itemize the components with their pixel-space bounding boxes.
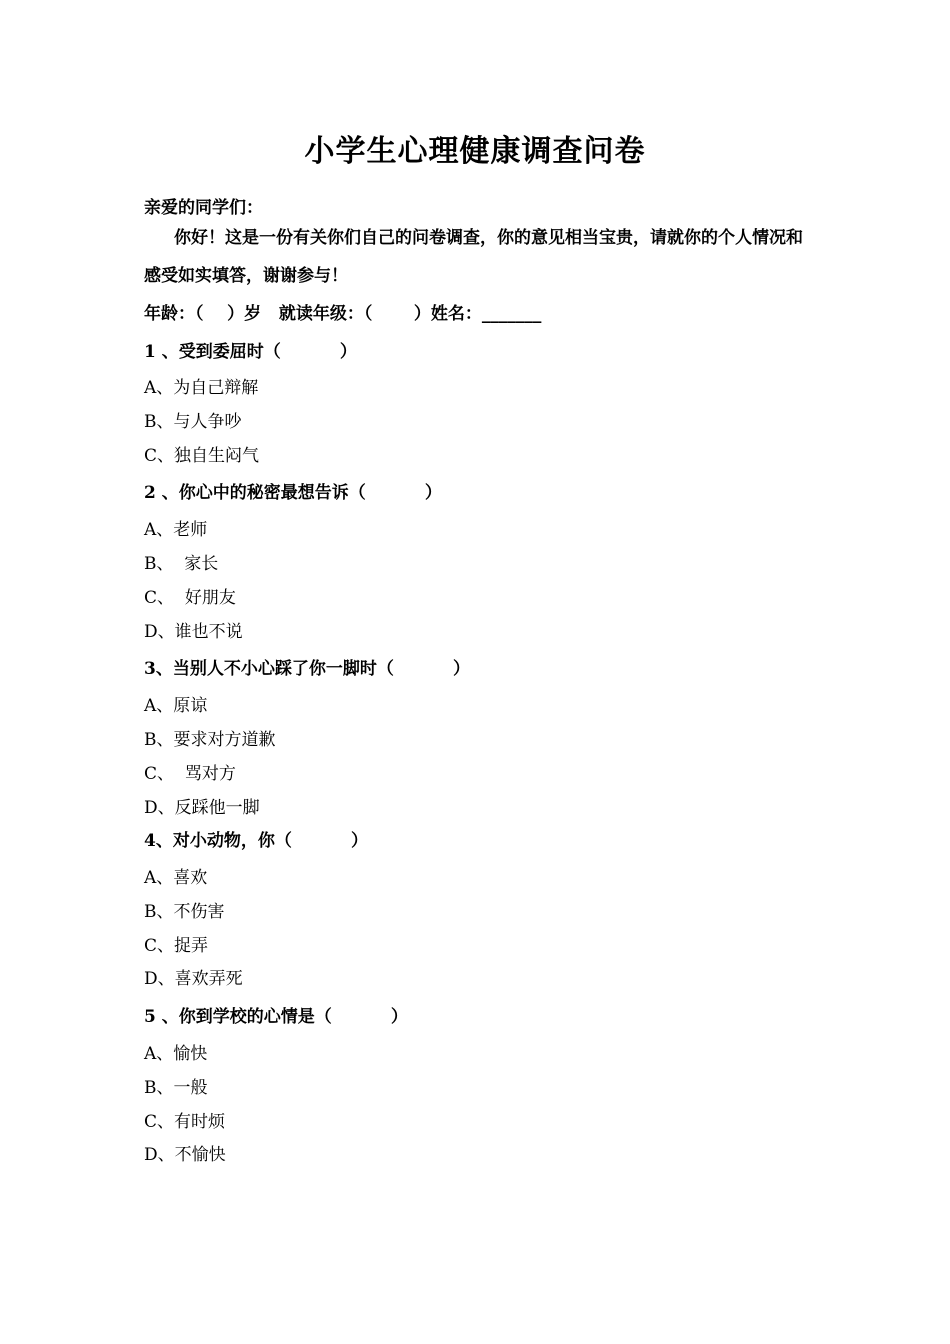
question-5: 5 、你到学校的心情是（ ） bbox=[144, 1007, 408, 1027]
question-2-option-c: C、 好朋友 bbox=[144, 588, 236, 608]
info-line: 年龄：（ ）岁 就读年级：（ ）姓名：_______ bbox=[144, 304, 542, 324]
question-1-option-b: B、与人争吵 bbox=[144, 412, 242, 432]
question-4: 4、对小动物，你（ ） bbox=[144, 831, 369, 851]
question-3-option-d: D、反踩他一脚 bbox=[144, 798, 260, 818]
question-1-option-a: A、为自己辩解 bbox=[144, 378, 259, 398]
question-3-option-a: A、原谅 bbox=[144, 696, 208, 716]
question-5-option-c: C、有时烦 bbox=[144, 1112, 226, 1132]
question-3-option-b: B、要求对方道歉 bbox=[144, 730, 276, 750]
question-2-option-d: D、谁也不说 bbox=[144, 622, 243, 642]
question-5-option-a: A、愉快 bbox=[144, 1044, 208, 1064]
question-4-option-a: A、喜欢 bbox=[144, 868, 208, 888]
page-title: 小学生心理健康调查问卷 bbox=[304, 134, 646, 169]
question-5-option-d: D、不愉快 bbox=[144, 1145, 226, 1165]
question-3-option-c: C、 骂对方 bbox=[144, 764, 236, 784]
question-2-option-a: A、老师 bbox=[144, 520, 208, 540]
question-5-option-b: B、一般 bbox=[144, 1078, 208, 1098]
question-2: 2 、你心中的秘密最想告诉（ ） bbox=[144, 483, 442, 503]
intro-paragraph: 你好！这是一份有关你们自己的问卷调查，你的意见相当宝贵，请就你的个人情况和感受如实填答，谢谢参与！ bbox=[144, 228, 803, 286]
question-4-option-b: B、不伤害 bbox=[144, 902, 225, 922]
question-2-option-b: B、 家长 bbox=[144, 554, 219, 574]
greeting: 亲爱的同学们： bbox=[144, 198, 263, 218]
question-3: 3、当别人不小心踩了你一脚时（ ） bbox=[144, 659, 471, 679]
question-4-option-c: C、捉弄 bbox=[144, 936, 209, 956]
question-1: 1 、受到委屈时（ ） bbox=[144, 342, 357, 362]
question-1-option-c: C、独自生闷气 bbox=[144, 446, 260, 466]
question-4-option-d: D、喜欢弄死 bbox=[144, 969, 243, 989]
